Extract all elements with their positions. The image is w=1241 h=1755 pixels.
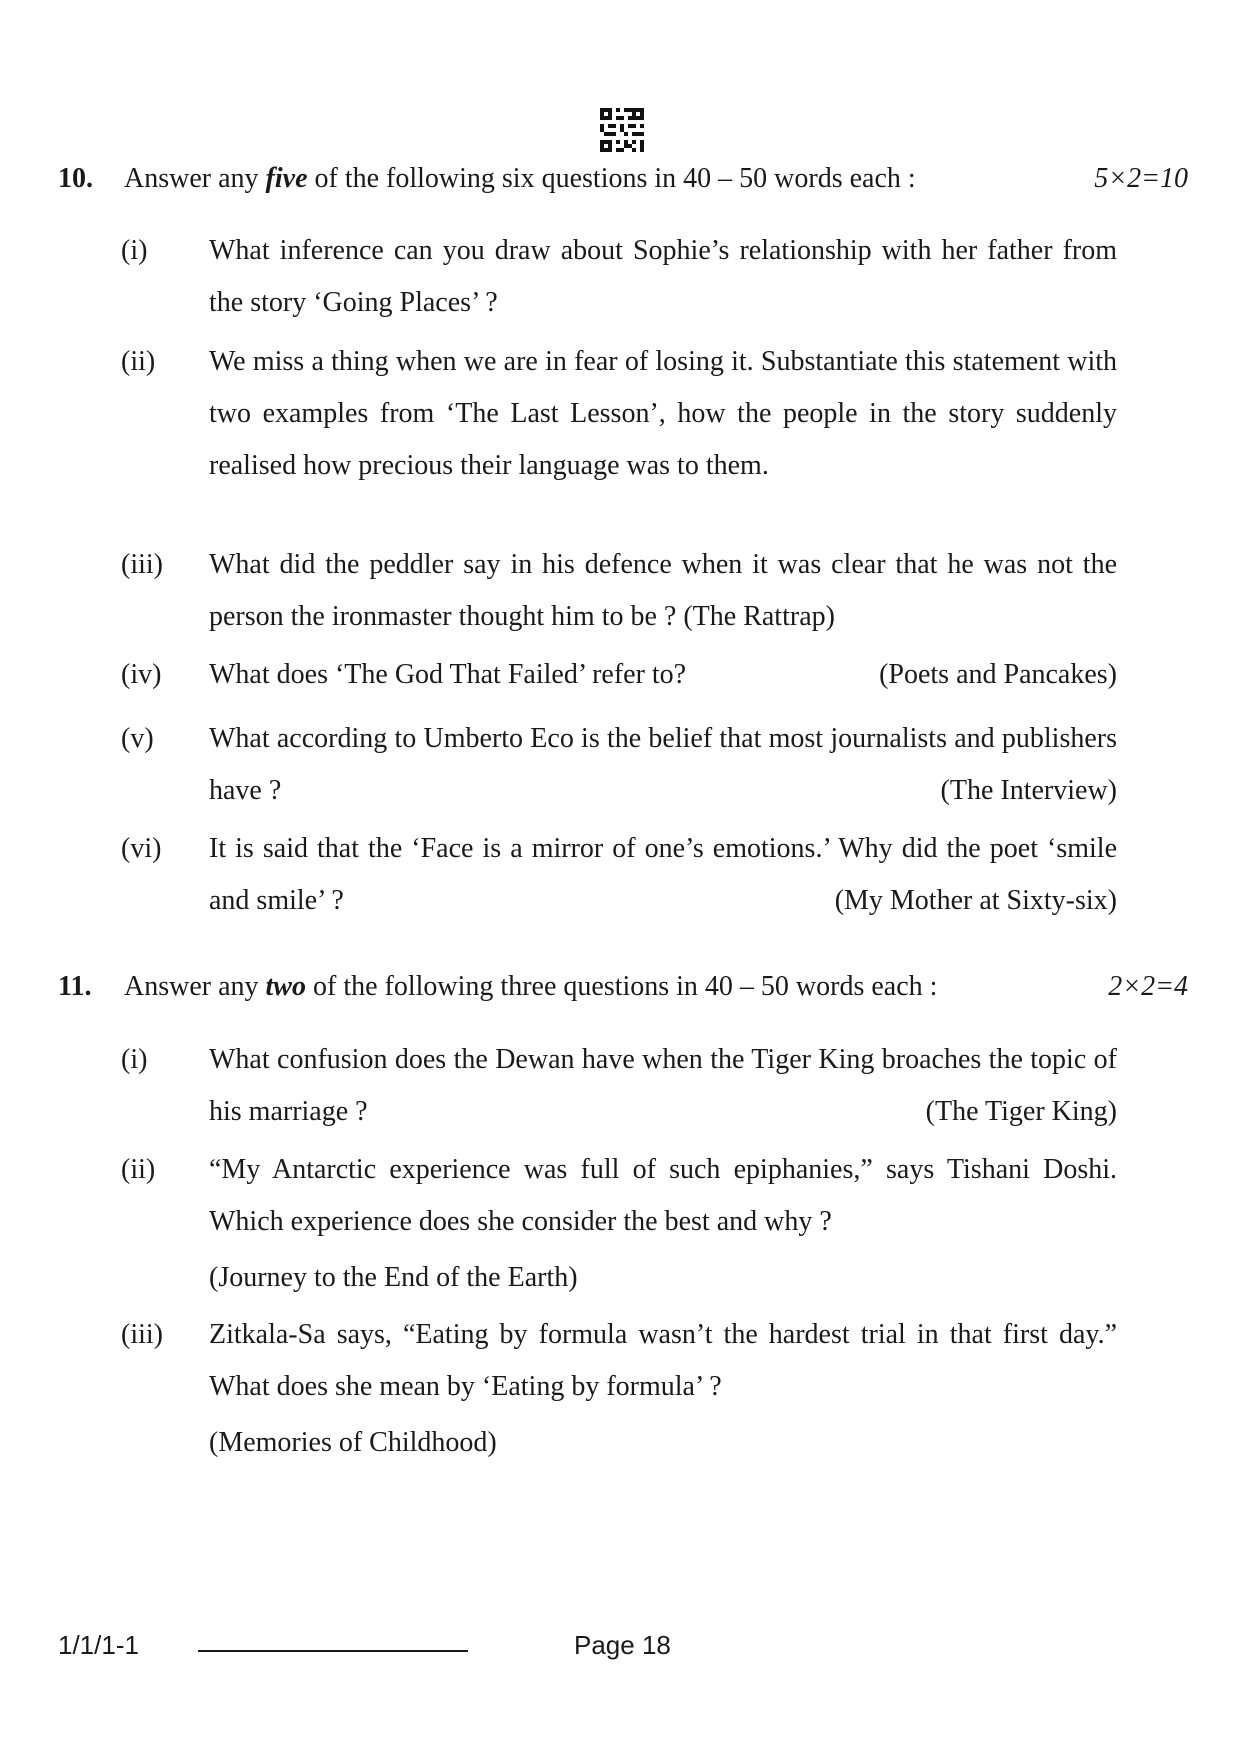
sub-question-text: Zitkala-Sa says, “Eating by formula wasn’t the hardest trial in that first day.” What does she mean by ‘Eating by formula’ ?	[209, 1319, 1117, 1402]
source-reference: (Memories of Childhood)	[209, 1427, 497, 1458]
qr-code-icon	[600, 108, 644, 152]
sub-question-body	[209, 1144, 1117, 1304]
sub-question-body	[209, 713, 1117, 817]
sub-question-text: What does ‘The God That Failed’ refer to?	[209, 659, 687, 690]
sub-question-text: What did the peddler say in his defence when it was clear that he was not the person the ironmaster thought him to be ? (The Rattrap)	[209, 549, 1117, 632]
page-footer	[58, 1630, 1188, 1670]
source-reference: (My Mother at Sixty-six)	[834, 885, 1117, 916]
sub-question-text: What confusion does the Dewan have when the Tiger King broaches the topic of his marriage ?	[209, 1044, 1117, 1127]
sub-question-body	[209, 1309, 1117, 1469]
sub-question-body	[209, 1034, 1117, 1138]
source-reference: (The Interview)	[940, 775, 1117, 806]
source-reference: (The Tiger King)	[925, 1096, 1117, 1127]
sub-question-label: (vi)	[121, 833, 162, 864]
sub-question-label: (iii)	[121, 549, 163, 580]
source-reference: (Poets and Pancakes)	[879, 659, 1117, 690]
page-number: Page 18	[574, 1630, 671, 1660]
source-reference: (Journey to the End of the Earth)	[209, 1262, 578, 1293]
sub-question-text: It is said that the ‘Face is a mirror of one’s emotions.’ Why did the poet ‘smile and smile’ ?	[209, 833, 1117, 916]
sub-question-text: “My Antarctic experience was full of such epiphanies,” says Tishani Doshi. Which experience does she consider the best and why ?	[209, 1154, 1117, 1237]
marks-allocation: 2×2=4	[1108, 971, 1188, 1002]
sub-question-label: (i)	[121, 1044, 148, 1075]
sub-question-text: What inference can you draw about Sophie’s relationship with her father from the story ‘Going Places’ ?	[209, 235, 1117, 318]
question-number: 10.	[58, 163, 93, 194]
footer-divider	[198, 1650, 468, 1652]
sub-question-label: (v)	[121, 723, 154, 754]
sub-question-body	[209, 649, 1117, 701]
sub-question-label: (ii)	[121, 346, 156, 377]
marks-allocation: 5×2=10	[1094, 163, 1188, 194]
question-instruction: Answer any two of the following three questions in 40 – 50 words each :	[124, 971, 938, 1002]
sub-question-label: (ii)	[121, 1154, 156, 1185]
paper-code: 1/1/1-1	[58, 1630, 139, 1660]
sub-question-label: (iv)	[121, 659, 162, 690]
sub-question-text: What according to Umberto Eco is the belief that most journalists and publishers have ?	[209, 723, 1117, 806]
question-number: 11.	[58, 971, 92, 1002]
sub-question-text: We miss a thing when we are in fear of losing it. Substantiate this statement with two examples from ‘The Last Lesson’, how the people in the story suddenly realised how precious their language was to them.	[209, 346, 1117, 481]
sub-question-label: (iii)	[121, 1319, 163, 1350]
question-instruction: Answer any five of the following six questions in 40 – 50 words each :	[124, 163, 916, 194]
sub-question-label: (i)	[121, 235, 148, 266]
sub-question-body	[209, 823, 1117, 927]
